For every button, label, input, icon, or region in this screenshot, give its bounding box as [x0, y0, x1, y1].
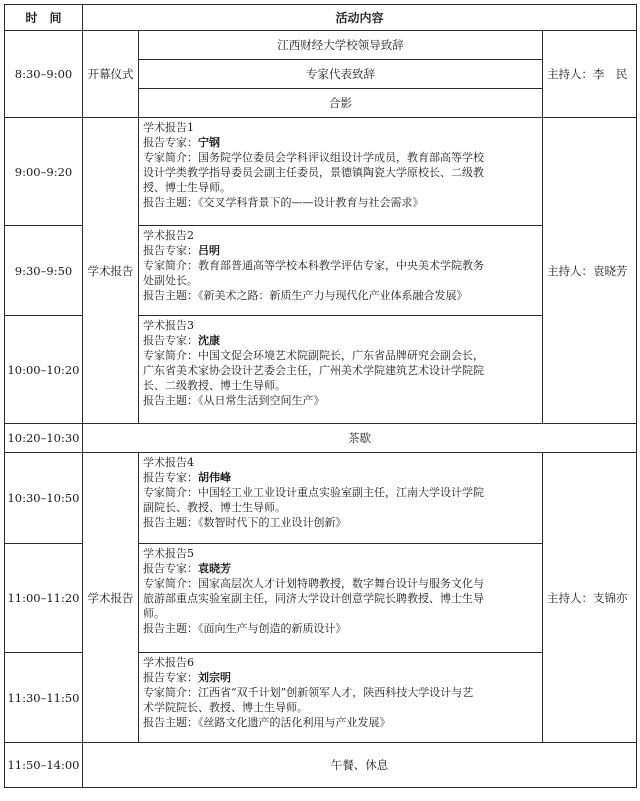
bio-label: 专家简介：	[143, 259, 198, 272]
block2-host: 主持人：支锦亦	[543, 453, 637, 743]
speaker-label: 报告专家：	[143, 136, 198, 149]
talk-details	[139, 118, 543, 226]
bio-line: 副院长、教授、博士生导师。	[143, 501, 286, 514]
talk-title: 学术报告3	[143, 319, 194, 332]
bio-line: 长、二级教授、博士生导师。	[143, 379, 286, 392]
opening-row-1	[5, 31, 637, 60]
talk-details	[139, 453, 543, 544]
talk-title: 学术报告6	[143, 656, 194, 669]
talk-row	[5, 453, 637, 544]
bio-line: 设计学类教学指导委员会副主任委员，景德镇陶瓷大学原校长、二级教	[143, 166, 484, 179]
bio-label: 专家简介：	[143, 686, 198, 699]
bio-line: 江西省“双千计划”创新领军人才，陕西科技大学设计与艺	[198, 686, 474, 699]
speaker-label: 报告专家：	[143, 562, 198, 575]
bio-line: 中国文促会环境艺术院副院长，广东省品牌研究会副会长，	[198, 349, 484, 362]
speaker-label: 报告专家：	[143, 471, 198, 484]
header-time: 时 间	[5, 5, 83, 31]
bio-line: 教育部普通高等学校本科教学评估专家，中央美术学院教务	[198, 259, 484, 272]
opening-host: 主持人：李 民	[543, 31, 637, 118]
break-label: 茶歇	[83, 424, 637, 453]
block1-session: 学术报告	[83, 118, 139, 424]
talk-title: 学术报告2	[143, 229, 194, 242]
talk-details	[139, 653, 543, 743]
opening-item: 合影	[139, 89, 543, 118]
bio-label: 专家简介：	[143, 486, 198, 499]
bio-line: 国务院学位委员会学科评议组设计学成员，教育部高等学校	[198, 151, 484, 164]
topic-label: 报告主题：	[143, 196, 198, 209]
speaker-name: 刘宗明	[198, 671, 231, 684]
lunch-time: 11:50–14:00	[5, 743, 83, 788]
topic-label: 报告主题：	[143, 394, 198, 407]
block1-host: 主持人：袁晓芳	[543, 118, 637, 424]
break-time: 10:20–10:30	[5, 424, 83, 453]
speaker-label: 报告专家：	[143, 334, 198, 347]
talk-title: 学术报告5	[143, 547, 194, 560]
topic-text: 《数智时代下的工业设计创新》	[198, 516, 347, 529]
topic-text: 《交叉学科背景下的——设计教育与社会需求》	[198, 196, 424, 209]
lunch-label: 午餐、休息	[83, 743, 637, 788]
topic-label: 报告主题：	[143, 289, 198, 302]
header-content: 活动内容	[83, 5, 637, 31]
opening-session: 开幕仪式	[83, 31, 139, 118]
talk-details	[139, 316, 543, 424]
speaker-name: 吕明	[198, 244, 220, 257]
bio-line: 中国轻工业工业设计重点实验室副主任，江南大学设计学院	[198, 486, 484, 499]
topic-label: 报告主题：	[143, 516, 198, 529]
speaker-name: 沈康	[198, 334, 220, 347]
bio-line: 国家高层次人才计划特聘教授，数字舞台设计与服务文化与	[198, 577, 484, 590]
talk-title: 学术报告4	[143, 456, 194, 469]
talk-details	[139, 544, 543, 653]
talk-time: 10:30–10:50	[5, 453, 83, 544]
bio-label: 专家简介：	[143, 151, 198, 164]
bio-line: 广东省美术家协会设计艺委会主任，广州美术学院建筑艺术设计学院院	[143, 364, 484, 377]
lunch-row	[5, 743, 637, 788]
speaker-name: 袁晓芳	[198, 562, 231, 575]
talk-details	[139, 226, 543, 316]
topic-label: 报告主题：	[143, 622, 198, 635]
bio-line: 处副处长。	[143, 274, 198, 287]
topic-text: 《新美术之路：新质生产力与现代化产业体系融合发展》	[198, 289, 468, 302]
talk-time: 9:00–9:20	[5, 118, 83, 226]
talk-time: 10:00–10:20	[5, 316, 83, 424]
talk-time: 9:30–9:50	[5, 226, 83, 316]
bio-label: 专家简介：	[143, 577, 198, 590]
bio-line: 术学院院长、教授、博士生导师。	[143, 701, 308, 714]
speaker-label: 报告专家：	[143, 244, 198, 257]
block2-session: 学术报告	[83, 453, 139, 743]
talk-time: 11:00–11:20	[5, 544, 83, 653]
schedule-table	[4, 4, 637, 788]
opening-item: 专家代表致辞	[139, 60, 543, 89]
talk-time: 11:30–11:50	[5, 653, 83, 743]
bio-line: 旅游部重点实验室副主任，同济大学设计创意学院长聘教授、博士生导	[143, 592, 484, 605]
break-row	[5, 424, 637, 453]
speaker-name: 胡伟峰	[198, 471, 231, 484]
bio-label: 专家简介：	[143, 349, 198, 362]
topic-text: 《丝路文化遗产的活化利用与产业发展》	[198, 716, 391, 729]
topic-text: 《面向生产与创造的新质设计》	[198, 622, 347, 635]
talk-row	[5, 118, 637, 226]
speaker-label: 报告专家：	[143, 671, 198, 684]
bio-line: 授、博士生导师。	[143, 181, 231, 194]
speaker-name: 宁钢	[198, 136, 220, 149]
bio-line: 师。	[143, 607, 165, 620]
topic-label: 报告主题：	[143, 716, 198, 729]
topic-text: 《从日常生活到空间生产》	[198, 394, 325, 407]
talk-title: 学术报告1	[143, 121, 194, 134]
opening-time: 8:30–9:00	[5, 31, 83, 118]
header-row	[5, 5, 637, 31]
opening-item: 江西财经大学校领导致辞	[139, 31, 543, 60]
